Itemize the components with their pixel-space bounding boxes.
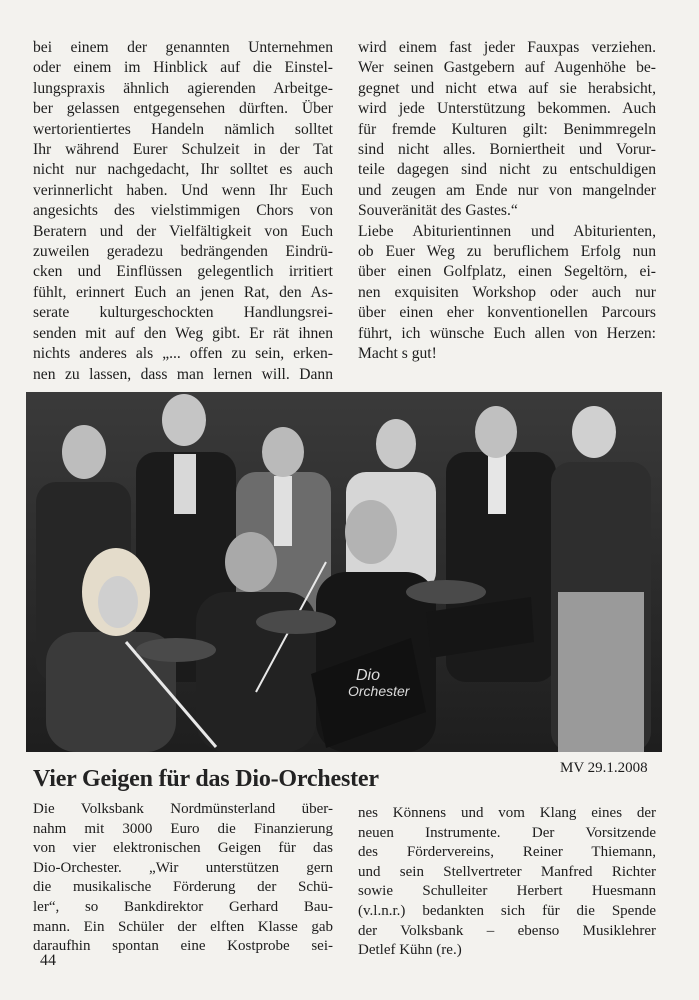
text-line: (v.l.n.r.) bedankten sich für die Spende: [358, 902, 656, 919]
text-line: ber gelassen entgegensehen dürften. Über: [33, 100, 333, 118]
text-line: Souveränität des Gastes.“: [358, 202, 518, 220]
page-number: 44: [40, 952, 56, 969]
text-line: nahm mit 3000 Euro die Finanzierung: [33, 820, 333, 837]
stand-text-dio: Dio: [356, 667, 381, 684]
text-line: sind nicht alles. Borniertheit und Vorur-: [358, 141, 656, 159]
text-line: nen zu lassen, dass man lernen will. Dann: [33, 365, 333, 383]
text-line: Die Volksbank Nordmünsterland über-: [33, 801, 333, 817]
text-line: cken und Einflüssen gelegentlich irritiert: [33, 263, 333, 281]
text-line: von vier elektronischen Geigen für das: [33, 840, 333, 857]
text-line: Liebe Abiturientinnen und Abiturienten,: [358, 222, 656, 240]
text-line: nicht nur nachgedacht, Ihr solltet es auch: [33, 161, 333, 179]
group-photo-illustration: [26, 392, 662, 752]
text-line: der Volksbank – ebenso Musiklehrer: [358, 922, 656, 939]
text-line: die musikalische Förderung der Schü-: [33, 879, 333, 896]
text-line: serate kulturgeschockten Handlungsrei-: [33, 304, 333, 322]
text-line: ler“, so Bankdirektor Gerhard Bau-: [33, 898, 333, 915]
text-line: mann. Ein Schüler der elften Klasse gab: [33, 918, 333, 935]
text-line: Beratern und der Vielfältigkeit von Euch: [33, 222, 333, 240]
text-line: verinnerlicht haben. Und wenn Ihr Euch: [33, 181, 333, 199]
text-line: neuen Instrumente. Der Vorsitzende: [358, 824, 656, 841]
text-line: ob Euer Weg zu beruflichem Erfolg nun: [358, 243, 656, 261]
text-line: Dio-Orchester. „Wir unterstützen gern: [33, 859, 333, 876]
text-line: nen exquisiten Workshop oder auch nur: [358, 283, 656, 301]
text-line: und sein Stellvertreter Manfred Richter: [358, 863, 656, 880]
text-line: für fremde Kulturen gilt: Benimmregeln: [358, 120, 656, 138]
text-line: nichts anderes als „... offen zu sein, erken-: [33, 345, 333, 363]
text-line: gegnet und nicht etwa auf sie herabsicht,: [358, 79, 656, 97]
text-line: über einen Golfplatz, einen Segeltörn, ei-: [358, 263, 656, 281]
caption-text-right-column: [358, 804, 656, 961]
text-line: wertorientiertes Handeln nämlich solltet: [33, 120, 333, 138]
text-line: sowie Schulleiter Herbert Huesmann: [358, 883, 656, 900]
text-line: teile dagegen sind nicht zu entschuldigen: [358, 161, 656, 179]
text-line: bei einem der genannten Unternehmen: [33, 39, 333, 56]
article-text-left-column: [33, 38, 333, 385]
text-line: wird jede Unterstützung bekommen. Auch: [358, 100, 656, 118]
text-line: angesichts des vielstimmigen Chors von: [33, 202, 333, 220]
text-line: lungspraxis ähnlich agierenden Arbeitge-: [33, 79, 333, 97]
group-photo: [26, 392, 662, 752]
paragraph-closing-quote: [358, 38, 656, 222]
text-line: senden mit auf den Weg gibt. Er rät ihnen: [33, 324, 333, 342]
text-line: daraufhin spontan eine Kostprobe sei-: [33, 938, 333, 955]
text-line: oder einem im Hinblick auf die Einstel-: [33, 59, 333, 77]
text-line: Detlef Kühn (re.): [358, 942, 462, 959]
article-headline: Vier Geigen für das Dio-Orchester: [33, 766, 379, 792]
text-line: über einen eher konventionellen Parcours: [358, 304, 656, 322]
text-line: und zeugen am Ende nur von mangelnder: [358, 181, 656, 199]
article-text-right-column: [358, 38, 656, 365]
text-line: Ihr während Eurer Schulzeit in der Tat: [33, 141, 333, 159]
text-line: wird einem fast jeder Fauxpas verziehen.: [358, 39, 656, 56]
text-line: nes Könnens und vom Klang eines der: [358, 805, 656, 821]
text-line: des Fördervereins, Reiner Thiemann,: [358, 844, 656, 861]
text-line: zuweilen geradezu bedrängenden Eindrü-: [33, 243, 333, 261]
text-line: fühlt, erinnert Euch an jenen Rat, den As-: [33, 283, 333, 301]
text-line: Wer seinen Gastgebern auf Augenhöhe be-: [358, 59, 656, 77]
text-line: Macht s gut!: [358, 345, 437, 363]
text-line: führt, ich wünsche Euch allen von Herzen:: [358, 324, 656, 342]
caption-text-left-column: [33, 800, 333, 957]
stand-text-orchester: Orchester: [348, 683, 410, 699]
paragraph-farewell: [358, 222, 656, 365]
photo-credit: MV 29.1.2008: [560, 760, 648, 776]
